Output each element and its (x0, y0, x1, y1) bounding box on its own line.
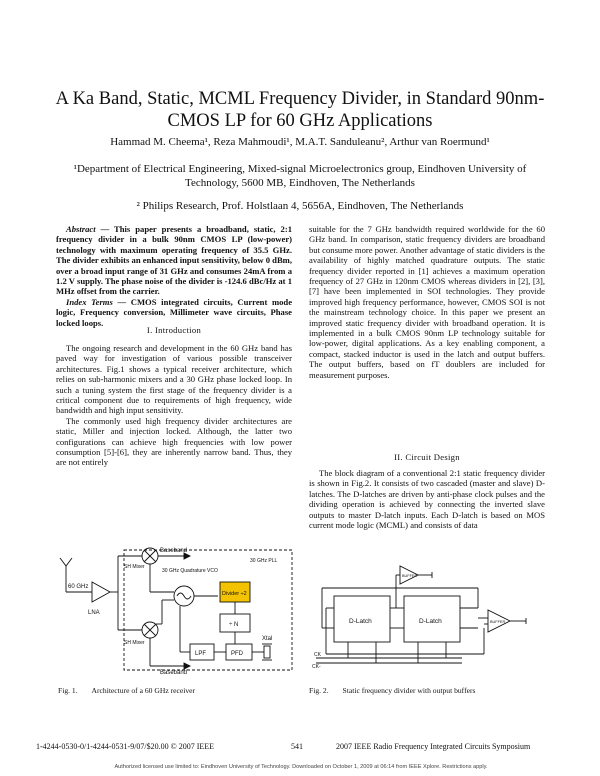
fig1-label-xtal: Xtal (262, 636, 273, 642)
author-list: Hammad M. Cheema¹, Reza Mahmoudi¹, M.A.T. Sanduleanu², Arthur van Roermund¹ (110, 136, 490, 148)
abstract-label: Abstract (66, 224, 96, 234)
fig2-label-latch-2: D-Latch (419, 618, 442, 625)
fig2-label-buffer-top: BUFFER (402, 574, 418, 578)
fig2-label-ck: CK (314, 652, 321, 658)
fig1-label-divider: Divider ÷2 (222, 591, 247, 597)
paper-title (40, 88, 560, 132)
section-1-body (56, 343, 292, 468)
fig1-label-lna: LNA (88, 610, 100, 616)
figure-1-number: Fig. 1. (58, 686, 78, 695)
index-terms-label: Index Terms (66, 296, 113, 307)
section-1-paragraph-2: The commonly used high frequency divider architectures are static, Miller and injection locked. Although, the latter two configurations can achieve high frequencies with low power consumption [5]-[6], they are inherently narrow band. Thus, they are not entirely (56, 415, 292, 468)
abstract-text: — This paper presents a broadband, static, 2:1 frequency divider in a bulk 90nm CMOS LP (low-power) technology with maximum operating frequency of 35.5 GHz. The divider exhibits an enhanced input sensitivity, below 0 dBm, over a broad input range of 31 GHz and consumes 24mA from a 1.2 V supply. The phase noise of the divider is -124.6 dBc/Hz at 1 MHz offset from the carrier. (56, 224, 292, 297)
abstract-paragraph (56, 224, 292, 297)
lna-symbol (92, 582, 110, 602)
footer-copyright: 1-4244-0530-0/1-4244-0531-9/07/$20.00 © 2007 IEEE (36, 742, 215, 751)
right-column-intro (309, 224, 545, 380)
fig2-label-buffer-right: BUFFER (490, 620, 506, 624)
affiliation-1 (40, 162, 560, 190)
title-line-1: A Ka Band, Static, MCML Frequency Divider, in Standard 90nm- (55, 89, 545, 109)
footer-conference: 2007 IEEE Radio Frequency Integrated Circuits Symposium (336, 742, 531, 751)
fig1-label-divn: ÷ N (229, 622, 239, 628)
fig1-label-baseband-top: Baseband (160, 548, 188, 554)
affiliation-2: ² Philips Research, Prof. Holstlaan 4, 5656A, Eindhoven, The Netherlands (136, 200, 464, 212)
title-line-2: CMOS LP for 60 GHz Applications (167, 111, 433, 131)
abstract (56, 224, 292, 328)
figure-2-caption (309, 686, 545, 695)
fig1-label-lpf: LPF (195, 651, 207, 657)
fig2-label-latch-1: D-Latch (349, 618, 372, 625)
section-1-heading: I. Introduction (146, 325, 202, 335)
figure-2-divider-diagram (312, 560, 548, 670)
index-terms (56, 297, 292, 328)
figure-2-caption-text: Static frequency divider with output buffers (342, 686, 476, 695)
intro-continued-paragraph: suitable for the 7 GHz bandwidth required worldwide for the 60 GHz band. In comparison, static frequency dividers are broadband but consume more power. Another advantage of static dividers is the availability of highly matched quadrature outputs. The static frequency divider reported in [1] achieves a maximum operation frequency of 27 GHz in 120nm CMOS whereas dividers in [2], [3], [7] have been implemented in SOI technologies. They provide improved high frequency performance, however, CMOS SOI is not the mainstream technology choice. In this paper we present an improved static frequency divider with broadband operation. It is implemented in a bulk CMOS 90nm LP technology suitable for low-power, digital applications. As a key enabling component, a compact, stacked inductor is used in the latch and output buffers. The output buffers, based on fT doublers are included for measurement purposes. (309, 224, 545, 380)
figure-1-receiver-diagram (58, 540, 294, 678)
figure-2-number: Fig. 2. (309, 686, 329, 695)
section-2-heading: II. Circuit Design (394, 452, 460, 462)
fig1-label-pll: 30 GHz PLL (250, 558, 278, 564)
affiliation-1-line-2: Technology, 5600 MB, Eindhoven, The Netherlands (185, 177, 415, 189)
figure-1-caption-text: Architecture of a 60 GHz receiver (91, 686, 196, 695)
fig1-label-input: 60 GHz (68, 584, 89, 590)
page-number: 541 (291, 742, 303, 751)
fig1-label-baseband-bottom: Baseband (160, 670, 188, 676)
xtal-symbol (264, 646, 270, 658)
fig1-label-mixer-bottom: SH Mixer (124, 640, 145, 646)
fig2-label-ckb: CK- (312, 664, 321, 670)
fig1-label-mixer-top: SH Mixer (124, 564, 145, 570)
section-1-paragraph-1: The ongoing research and development in the 60 GHz band has paved way for investigation of various possible transceiver architectures. Fig.1 shows a typical receiver architecture, which relies on sub-harmonic mixers and a 30 GHz phase locked loop. In such a tuning system the first stage of the frequency divider is a critical component due to requirements of high frequency, wide bandwidth and high input sensitivity. (56, 343, 292, 416)
antenna-icon (60, 558, 72, 566)
section-2-body (309, 468, 545, 530)
license-note: Authorized licensed use limited to: Eindhoven University of Technology. Downloaded on October 1, 2009 at 06:14 from IEEE Xplore. Restrictions apply. (114, 764, 488, 770)
fig1-label-vco: 30 GHz Quadrature VCO (162, 568, 218, 574)
figure-1-caption (58, 686, 294, 695)
section-2-paragraph-1: The block diagram of a conventional 2:1 static frequency divider is shown in Fig.2. It consists of two cascaded (master and slave) D-latches. The D-latches are driven by anti-phase clock pulses and the dividing operation is achieved by connecting the inverted slave outputs to master D-latch inputs. Each D-latch is based on MOS current mode logic (MCML) and consists of data (309, 468, 545, 531)
affiliation-1-line-1: ¹Department of Electrical Engineering, Mixed-signal Microelectronics group, Eindhoven University of (73, 163, 527, 175)
fig1-label-pfd: PFD (231, 651, 243, 657)
index-terms-text: — CMOS integrated circuits, Current mode logic, Frequency conversion, Millimeter wave circuits, Phase locked loops. (56, 296, 293, 328)
